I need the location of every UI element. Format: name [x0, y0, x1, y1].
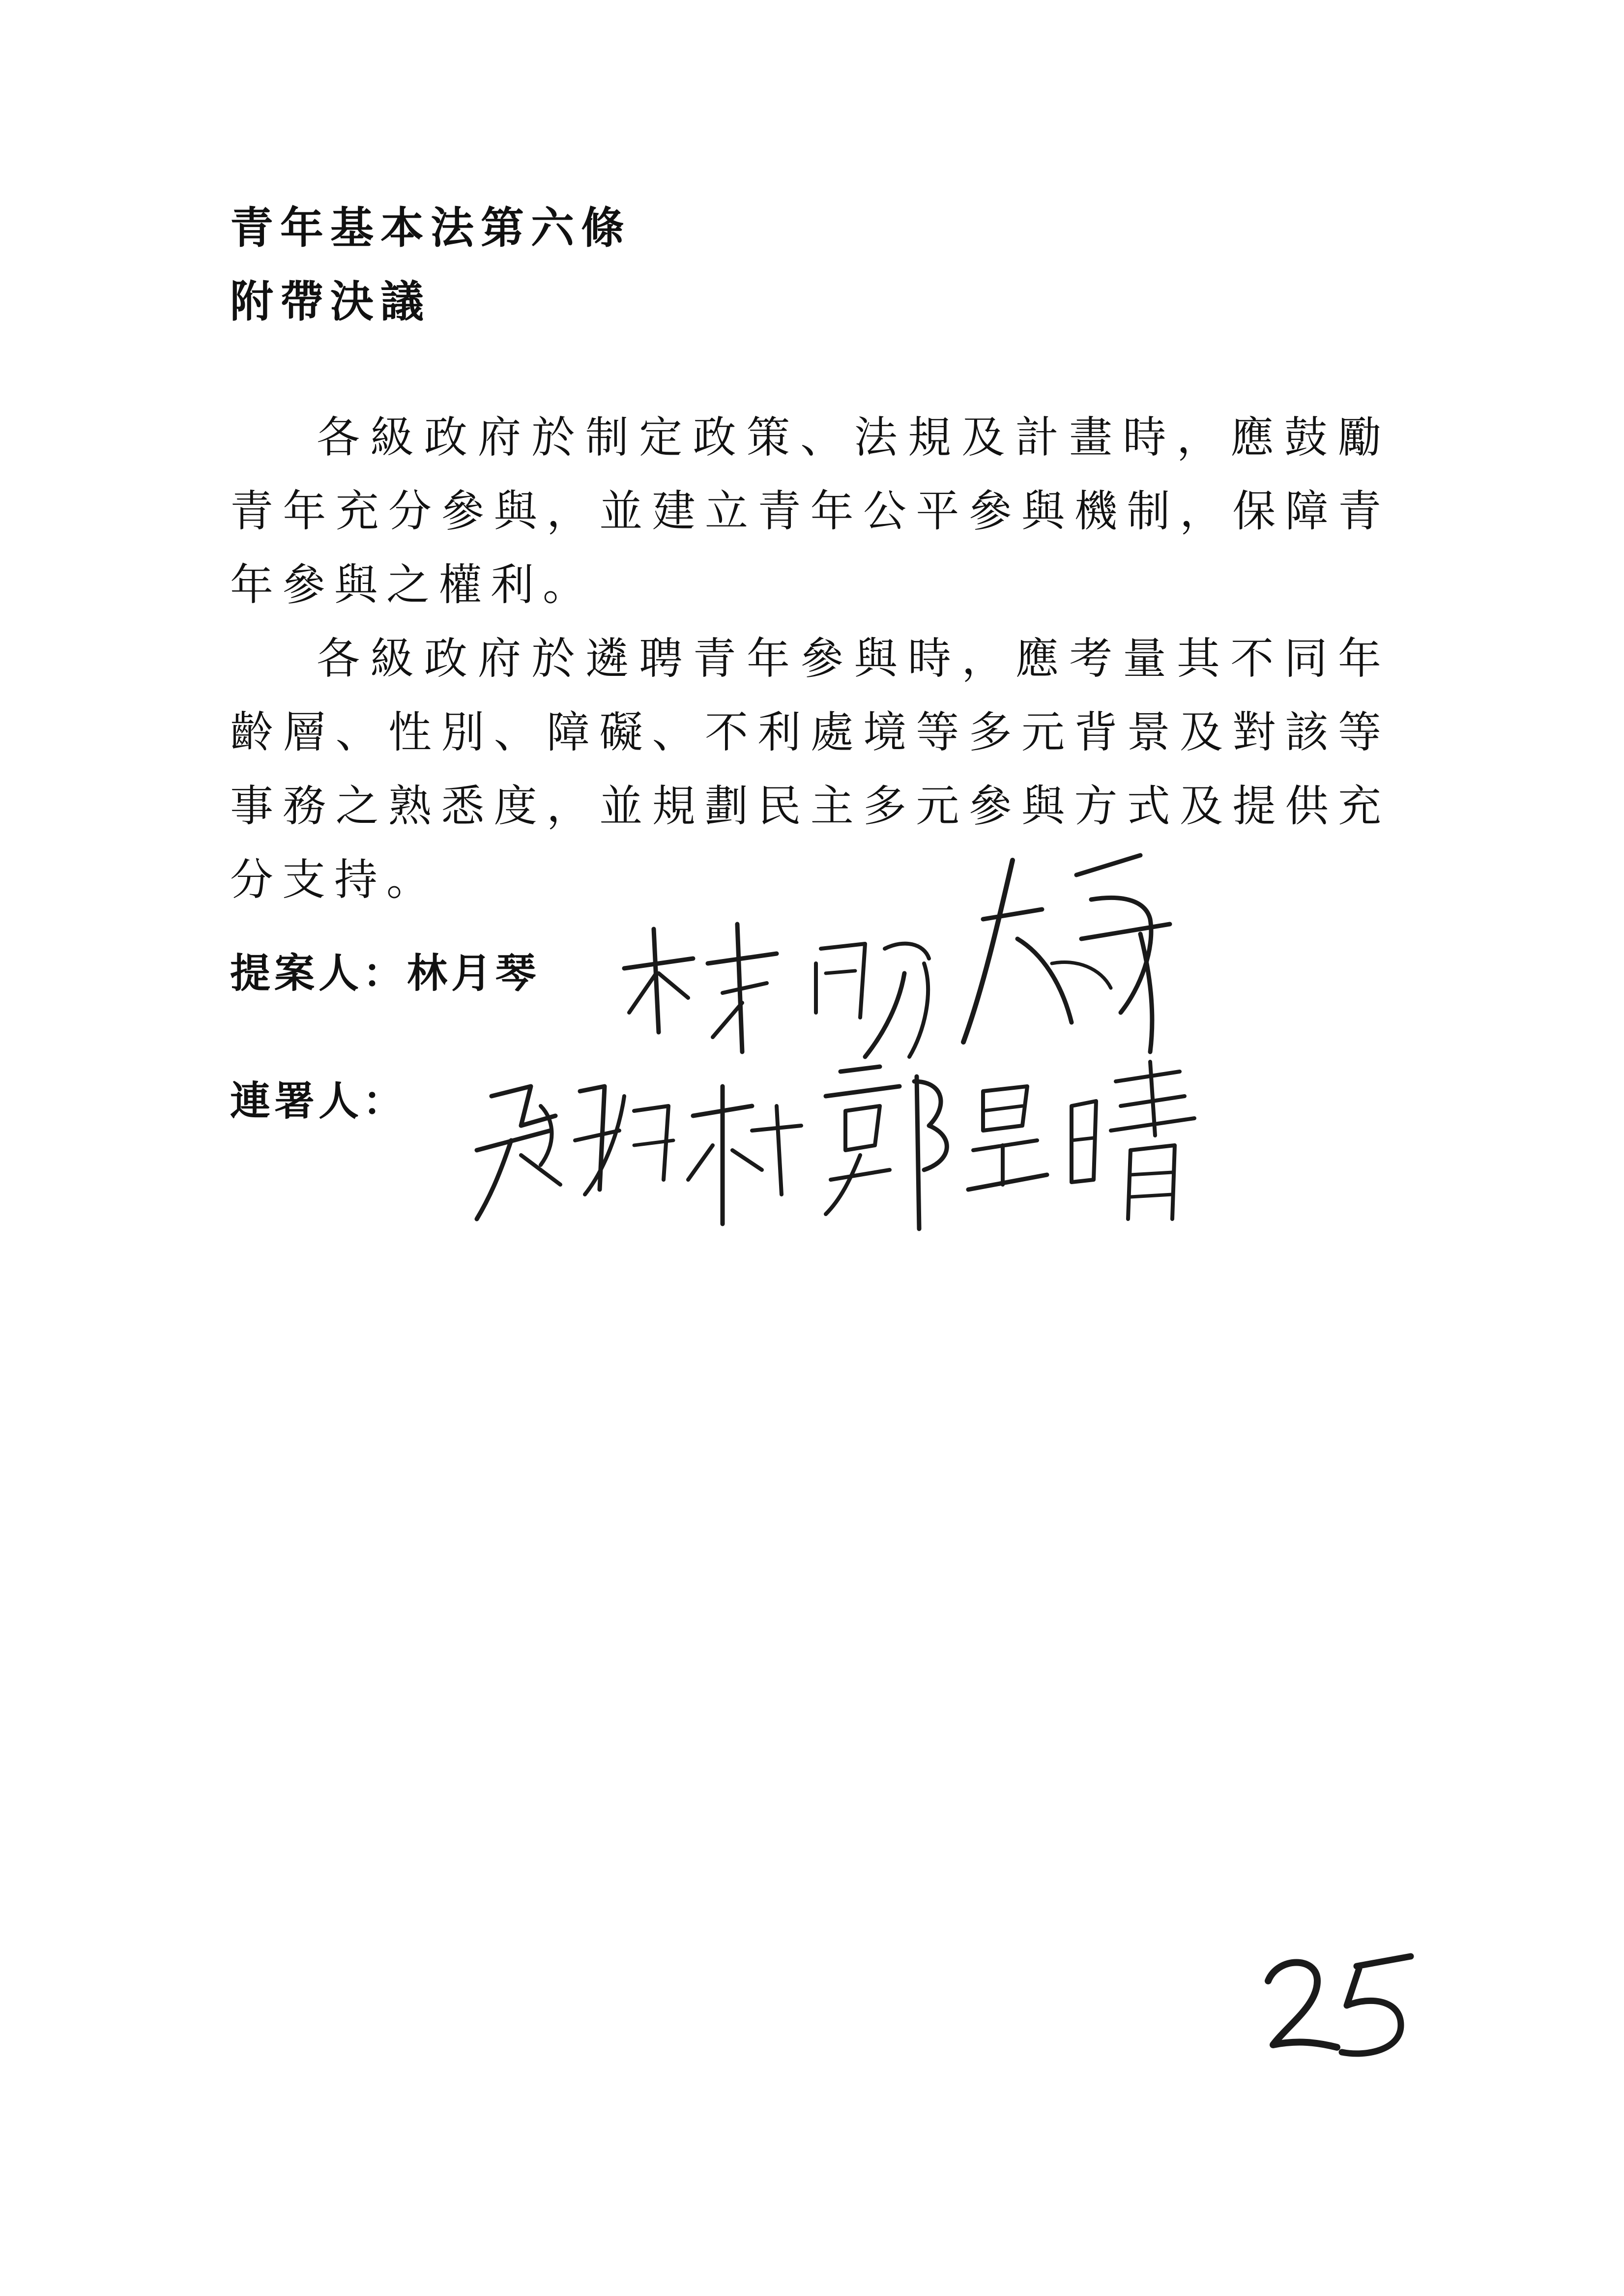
cosigner-label: 連署人： [230, 1078, 407, 1125]
handwritten-page-number [1258, 1947, 1416, 2060]
document-subtitle: 附帶決議 [230, 276, 431, 327]
document-title: 青年基本法第六條 [230, 203, 632, 253]
resolution-paragraph-1: 各級政府於制定政策、法規及計畫時，應鼓勵青年充分參與，並建立青年公平參與機制，保障青年參與之權利。 [230, 412, 1390, 610]
cosigner-handwritten-signatures [457, 1032, 1224, 1239]
proposer-label: 提案人：林月琴 [230, 950, 540, 997]
resolution-paragraph-2: 各級政府於遴聘青年參與時，應考量其不同年齡層、性別、障礙、不利處境等多元背景及對該等事務之熟悉度，並規劃民主多元參與方式及提供充分支持。 [230, 633, 1390, 905]
